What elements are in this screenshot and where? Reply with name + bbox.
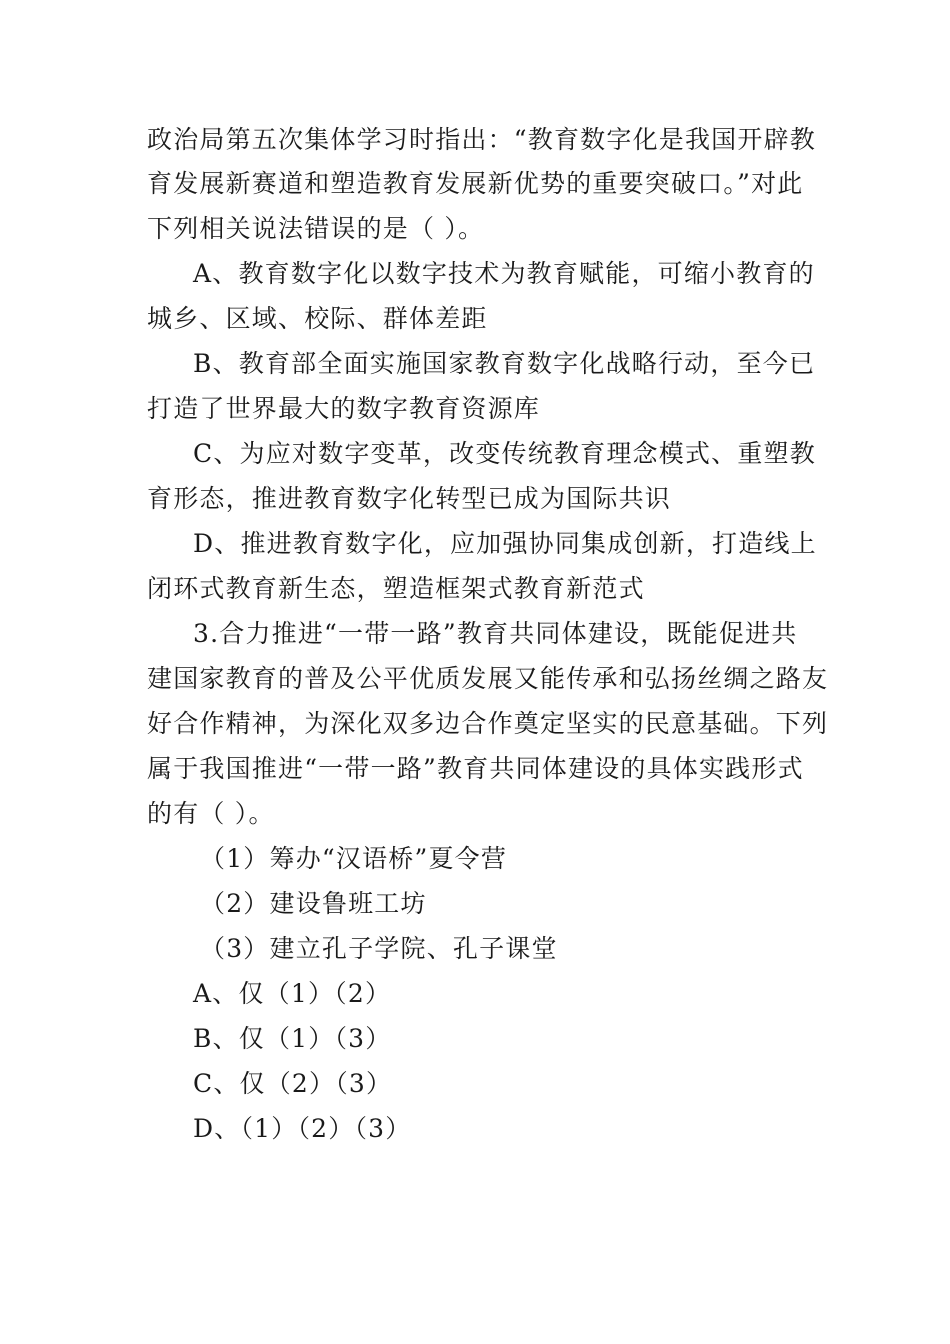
- question-3-option-d: D、（1）（2）（3）: [193, 1114, 412, 1143]
- question-2-option-c-line-2: 育形态，推进教育数字化转型已成为国际共识: [147, 484, 672, 513]
- question-2-stem-line-2: 育发展新赛道和塑造教育发展新优势的重要突破口。”对此: [147, 169, 804, 198]
- question-3-option-a: A、仅（1）（2）: [193, 979, 392, 1008]
- question-2-option-b-line-2: 打造了世界最大的数字教育资源库: [147, 394, 541, 423]
- question-3-stem-line-5: 的有（ ）。: [147, 799, 275, 828]
- question-2-option-d-line-1: D、推进教育数字化，应加强协同集成创新，打造线上: [193, 529, 817, 558]
- question-2-stem-line-1: 政治局第五次集体学习时指出：“教育数字化是我国开辟教: [147, 125, 816, 154]
- question-3-stem-line-2: 建国家教育的普及公平优质发展又能传承和弘扬丝绸之路友: [147, 664, 829, 693]
- question-3-stem-line-1: 3.合力推进“一带一路”教育共同体建设，既能促进共: [193, 619, 798, 648]
- question-2-stem-line-3: 下列相关说法错误的是（ ）。: [147, 214, 485, 243]
- question-2-option-b-line-1: B、教育部全面实施国家教育数字化战略行动，至今已: [193, 349, 816, 378]
- question-3-stem-line-3: 好合作精神，为深化双多边合作奠定坚实的民意基础。下列: [147, 709, 829, 738]
- question-3-option-c: C、仅（2）（3）: [193, 1069, 393, 1098]
- question-3-option-b: B、仅（1）（3）: [193, 1024, 392, 1053]
- question-3-item-2: （2）建设鲁班工坊: [200, 889, 427, 918]
- question-2-option-d-line-2: 闭环式教育新生态，塑造框架式教育新范式: [147, 574, 645, 603]
- question-2-option-c-line-1: C、为应对数字变革，改变传统教育理念模式、重塑教: [193, 439, 816, 468]
- question-2-option-a-line-2: 城乡、区域、校际、群体差距: [147, 304, 488, 333]
- question-3-item-3: （3）建立孔子学院、孔子课堂: [200, 934, 558, 963]
- question-3-stem-line-4: 属于我国推进“一带一路”教育共同体建设的具体实践形式: [147, 754, 804, 783]
- question-2-option-a-line-1: A、教育数字化以数字技术为教育赋能，可缩小教育的: [193, 259, 815, 288]
- question-3-item-1: （1）筹办“汉语桥”夏令营: [200, 844, 508, 873]
